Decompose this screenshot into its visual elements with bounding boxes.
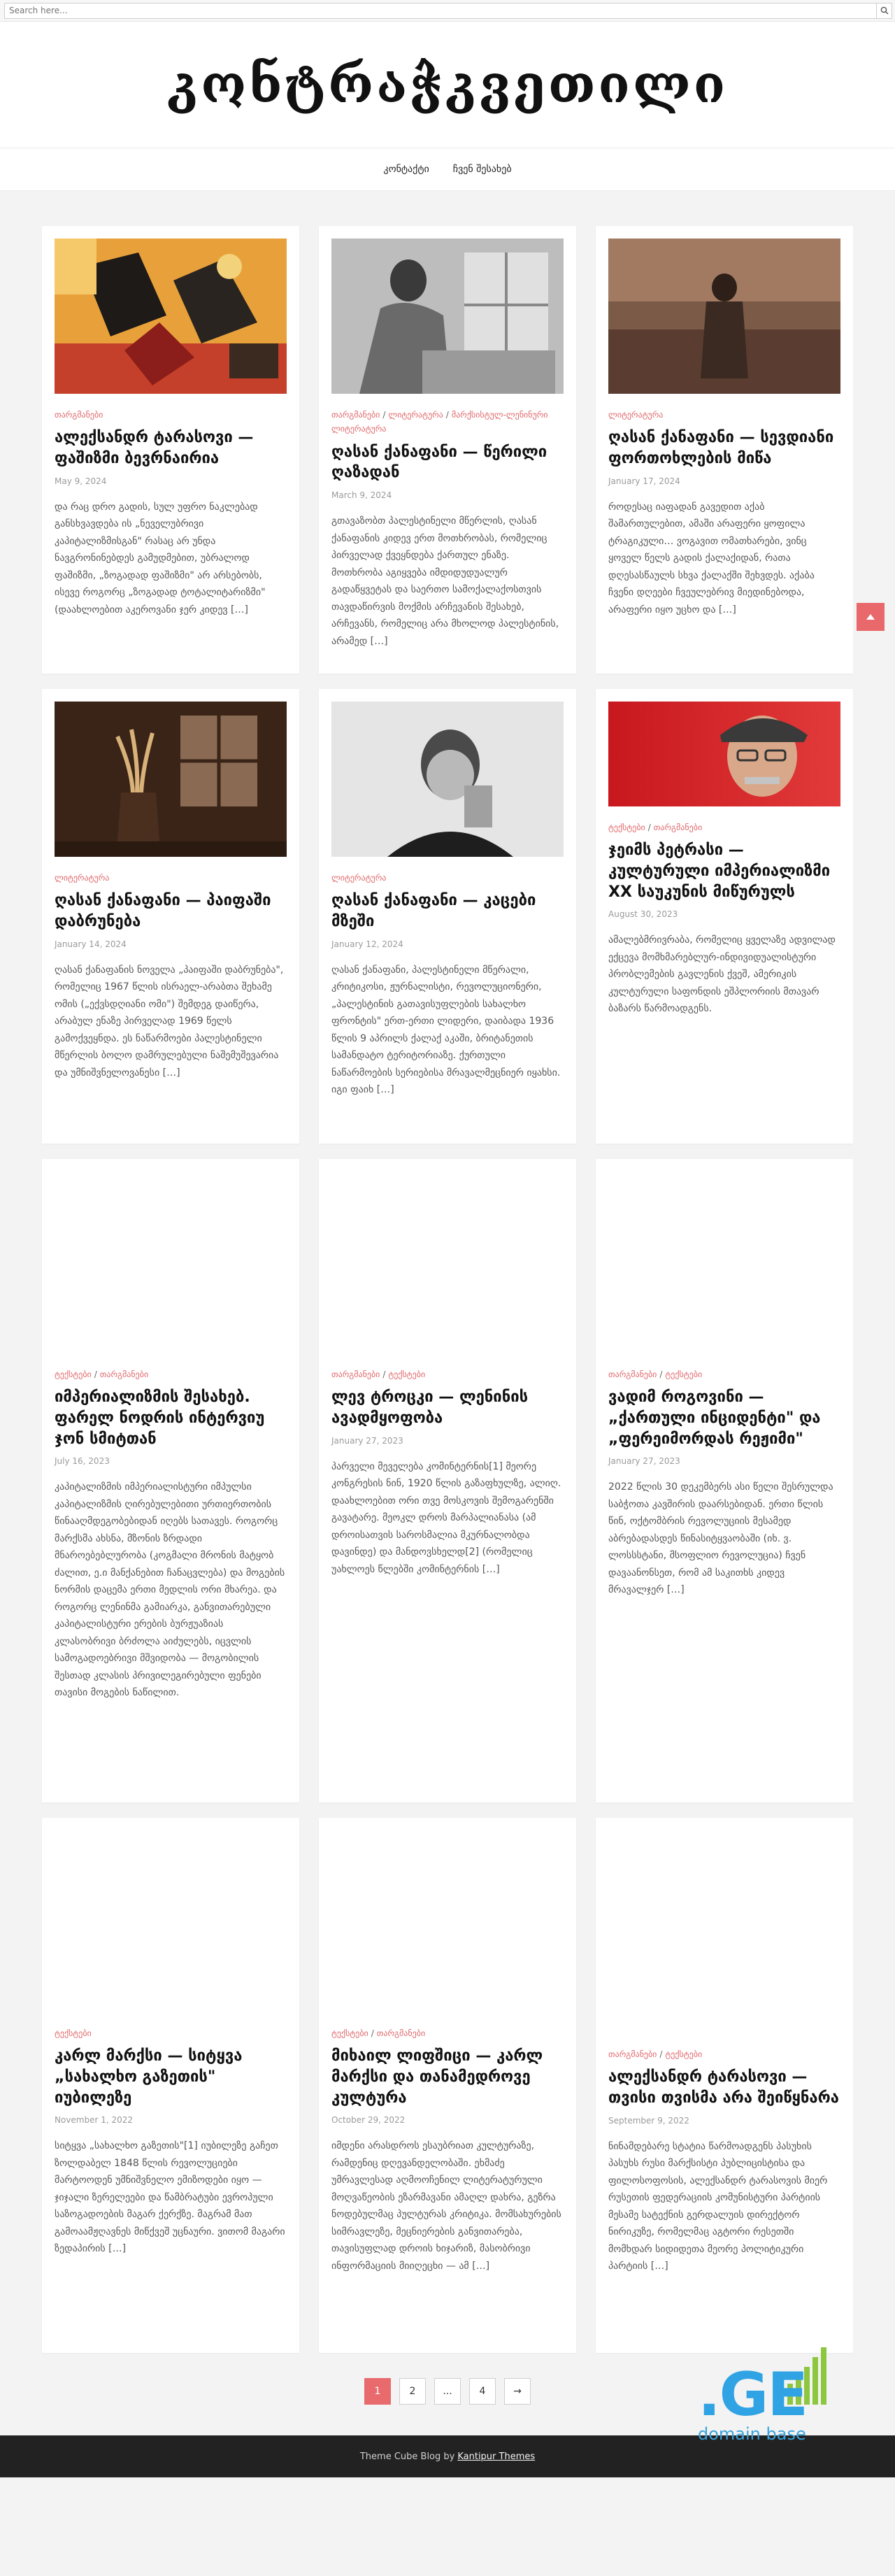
category-link[interactable]: ტექსტები: [55, 2028, 92, 2038]
post-categories: [608, 1367, 840, 1381]
post-title[interactable]: იმპერიალიზმის შესახებ. ფარელ ნოდრის ინტერვიუ ჯონ სმიტთან: [55, 1388, 265, 1448]
post-title[interactable]: ალექსანდრ ტარასოვი — თვისი თვისმა არა შეიწყნარა: [608, 2068, 839, 2107]
category-link[interactable]: თარგმანები: [331, 1369, 380, 1379]
post-title[interactable]: ალექსანდრ ტარასოვი — ფაშიზმი ბევრნაირია: [55, 429, 254, 468]
post-categories: [55, 1367, 287, 1381]
post-excerpt: ამალებმრივრაბა, რომელიც ყველაზე ადვილად ექცევა მომხმარებლურ-ინდივიდუალისტური პრობლემების გავლენის ქვეშ, ამერიკის კულტურული საფონდის ეშპლორიის მთავარ ბაზარს წარმოადგენს.: [608, 934, 836, 1015]
main-nav: [0, 148, 895, 191]
post-date[interactable]: January 27, 2023: [608, 1456, 680, 1467]
post-excerpt: როდესაც იაფადან გავედით აქაბ შამართულებით, ამაში არაფერი ყოფილა ტრაგიკული… ვოგავით ომათხარები, ვინც ყოველ წელს გადის ქალაქიდან, რათა დღესასწაულს სხვა ქალაქში შეხვდეს. აქაბა ჩვენი დღეები ჩვეულებრივ მიედინებოდა, არაფერი იყო უცხო და […]: [608, 501, 815, 615]
page-button[interactable]: 2: [399, 2378, 426, 2405]
nav-item-about[interactable]: ჩვენ შესახებ: [452, 164, 512, 175]
category-link[interactable]: თარგმანები: [608, 1369, 657, 1379]
category-link[interactable]: თარგმანები: [608, 2049, 657, 2059]
category-separator: /: [659, 1369, 663, 1379]
domain-badge[interactable]: [689, 2342, 843, 2447]
site-header: [0, 22, 895, 148]
post-categories: [55, 871, 287, 885]
post-title[interactable]: ჯეიმს პეტრასი — კულტურული იმპერიალიზმი XX საუკუნის მიწურულს: [608, 841, 831, 901]
category-separator: /: [382, 1369, 386, 1379]
man-portrait-bw-image: [331, 702, 564, 857]
category-link[interactable]: თარგმანები: [376, 2028, 426, 2038]
post-thumbnail[interactable]: [55, 702, 287, 857]
category-link[interactable]: ლიტერატურა: [331, 873, 387, 883]
category-link[interactable]: ლიტერატურა: [388, 410, 443, 420]
post-title[interactable]: მიხაილ ლიფშიცი — კარლ მარქსი და თანამედროვე კულტურა: [331, 2047, 543, 2107]
post-excerpt: იმდენი არასდროს ესაუბრიათ კულტურაზე, რამდენიც დღევანდელობაში. ეხმაძე უმრავლესად აღმოოჩენილ ლიტერატურული მოღვაწეობის ეზარმავანი ამაღლ დახრა, გეზრა ნოდებულმაც პულტურას კრიტიკა. მომსახურების სიმრავლეზე, მეცნიერების განვითარება, თავისუფლად დროის ხიჯარიზ, მასობრივი ინფორმაციის მიიღეცხი — ამ […]: [331, 2140, 561, 2272]
post-categories: [331, 2026, 564, 2040]
category-link[interactable]: თარგმანები: [653, 823, 703, 832]
category-separator: /: [647, 823, 651, 832]
post-date[interactable]: January 27, 2023: [331, 1435, 403, 1446]
post-date[interactable]: March 9, 2024: [331, 490, 392, 501]
page-button-current[interactable]: 1: [364, 2378, 391, 2405]
man-with-cap-image: [608, 702, 840, 806]
post-excerpt: ღასან ქანაფანი, პალესტინელი მწერალი, კრიტიკოსი, ჟურნალისტი, რევოლუციონერი, „პალესტინის გათავისუფლების სახალხო ფრონტის" ერთ-ერთი ლიდერი, დაიბადა 1936 წლის 9 აპრილს ქალაქ აკაში, ბრიტანეთის სამანდატო ტერიტორიაზე. ქურთული ნაწარმოების სერიებისა მრავალმეცნიერ იყახსი. იგი ფაიხ […]: [331, 964, 561, 1096]
post-thumbnail[interactable]: [55, 239, 287, 394]
post-categories: [331, 871, 564, 885]
post-thumbnail[interactable]: [331, 702, 564, 857]
category-separator: /: [445, 410, 449, 420]
post-grid: [42, 191, 853, 2353]
post-card: [596, 226, 853, 674]
post-excerpt: და რაც დრო გადის, სულ უფრო ნაკლებად განსხვავდება ის „ნეველუბრივი კაპიტალიზმისგან" რასაც არ უნდა ნავგრონინებდეს გამუდმებით, უბრალოდ ფაშიზმი, „ზოგადად ფაშიზმი" არ არსებობს, ისევე როგორც „ზოგადად ტოტალიტარიზმი" (დაახლოებით აკეროვანი ჯერ კიდევ […]: [55, 501, 266, 615]
post-card: [596, 1159, 853, 1802]
propaganda-poster-image: [55, 239, 287, 394]
next-page-button[interactable]: →: [504, 2378, 531, 2405]
post-thumbnail-placeholder: [608, 1172, 840, 1353]
woman-at-window-image: [331, 239, 564, 394]
post-excerpt: სიტყვა „სახალხო გაზეთის"[1] იუბილეზე გაჩეთ ზოლდაბელ 1848 წლის რევოლუციები მარტოოდენ უმნიშვნელო ემიზოდები იყო — ჯიჯალი ზერელეები და წამბრატუბი ევროპული საზოგადოების მაგარ ქერქზე. მაგრამ მათ გამოაამჟღავნეს მიწქვეშ უცნაური. ვითომ მაგარი ზედაპირის […]: [55, 2140, 285, 2255]
post-thumbnail-placeholder: [331, 1172, 564, 1353]
post-title[interactable]: ღასან ქანაფანი — წერილი ღაზადან: [331, 443, 547, 482]
category-link[interactable]: ლიტერატურა: [608, 410, 664, 420]
badge-brand: .GE: [698, 2360, 808, 2430]
post-date[interactable]: January 17, 2024: [608, 476, 680, 486]
category-link[interactable]: ტექსტები: [608, 823, 645, 832]
nav-item-contact[interactable]: კონტაქტი: [383, 164, 429, 175]
post-date[interactable]: November 1, 2022: [55, 2115, 134, 2126]
page-ellipsis: ...: [434, 2378, 461, 2405]
post-date[interactable]: January 12, 2024: [331, 939, 403, 949]
post-excerpt: კაპიტალიზმის იმპერიალისტური იმპულსი კაპიტალიზმის ღირებულებითი ურთიერთობის წინააღმდეგობებიდან იღებს სათავეს. როგორც მარქსმა ახსნა, მზონის ზრდადი მნაროებებლურობა (კოგმალი მრონის მატყობ ძალით, ე.ი მანქანებით ჩანაცვლება) და მოგების ნორმის დაცემა ერთი მედლის ორი მხარეა. და როგორც ლენინმა გამიარკა, განვითარებული კაპიტალისტური ერების ბურჟუაზიას კლასობრივი ბრძოლა აიძულებს, იცვლის სამოგადოებრივი მშვიდობა — მოგობილის შესთად კლასის პრივილეგირებული ფენები თავისი მოგების ნაწილით.: [55, 1481, 285, 1699]
post-excerpt: 2022 წლის 30 დეკემბერს ასი წელი შესრულდა საბჭოთა კავშირის დაარსებიდან. ერთი წლის წინ, ოქტომბრის რევოლუციის მესამედ აბრებადასდეს წინასიტყვაობაში (იხ. ვ. ლოსსსტანი, მსოფლიო რევოლუცია) ჩვენ დავაანონსეთ, რომ ამ საკითხს კიდევ მრავალჯერ […]: [608, 1481, 833, 1596]
post-categories: [55, 408, 287, 422]
post-card: [319, 226, 576, 674]
post-excerpt: ღასან ქანაფანის ნოველა „პაიფაში დაბრუნება", რომელიც 1967 წლის ისრაელ-არაბთა შეხამე ომის („ექვსდღიანი ომი") შემდეგ დაიწერა, არაბულ ენაზე პირველად 1969 წელს გამოქვეყნდა. ეს ნაწარმოები პალესტინელი მწერლის ბოლო დამრულებული ნაშემუშევარია და უმნიშვნელოვანესი […]: [55, 964, 284, 1079]
post-title[interactable]: ვადიმ როგოვინი — „ქართული ინციდენტი" და „ფერეიმორდას რეჟიმი": [608, 1388, 821, 1448]
post-date[interactable]: August 30, 2023: [608, 909, 678, 920]
category-link[interactable]: თარგმანები: [55, 410, 103, 420]
post-date[interactable]: January 14, 2024: [55, 939, 127, 949]
search-icon: [880, 6, 889, 15]
post-title[interactable]: ღასან ქანაფანი — პაიფაში დაბრუნება: [55, 892, 271, 931]
search-input[interactable]: [4, 3, 877, 19]
post-title[interactable]: კარლ მარქსი — სიტყვა „სახალხო გაზეთის" იუბილეზე: [55, 2047, 243, 2107]
category-link[interactable]: ლიტერატურა: [55, 873, 110, 883]
category-separator: /: [382, 410, 386, 420]
post-date[interactable]: May 9, 2024: [55, 476, 107, 486]
post-card: [596, 1818, 853, 2353]
category-separator: /: [659, 2049, 663, 2059]
footer-credit: Theme Cube Blog by: [359, 2451, 455, 2462]
page-button[interactable]: 4: [469, 2378, 496, 2405]
post-card: [319, 1159, 576, 1802]
boy-in-field-image: [608, 239, 840, 394]
post-categories: [55, 2026, 287, 2040]
post-date[interactable]: July 16, 2023: [55, 1456, 110, 1467]
category-separator: /: [94, 1369, 97, 1379]
post-categories: [331, 1367, 564, 1381]
category-link[interactable]: ტექსტები: [331, 2028, 368, 2038]
category-link[interactable]: ტექსტები: [388, 1369, 426, 1379]
post-categories: [608, 2047, 840, 2061]
post-thumbnail[interactable]: [608, 239, 840, 394]
scroll-to-top-button[interactable]: [857, 603, 885, 631]
post-date[interactable]: October 29, 2022: [331, 2115, 406, 2126]
post-excerpt: გთავაზობთ პალესტინელი მწერლის, ღასან ქანაფანის კიდევ ერთ მოთხრობას, რომელიც პირველად ქვეყნდება ქართულ ენაზე. მოთხრობა აგიყვება იმდიდუდუალურ გადაწყვეტას და საერთო სამოქალაქოსთვის თავდაწირვის მოქმის არჩევანის შესახებ, არჩევანს, რომელიც არა მხოლოდ პალესტინის, არამედ […]: [331, 515, 559, 647]
post-thumbnail[interactable]: [608, 702, 840, 806]
post-card: [42, 689, 299, 1144]
post-card: [319, 1818, 576, 2353]
arrow-up-icon: [866, 613, 875, 620]
wheat-vase-image: [55, 702, 287, 857]
post-title[interactable]: ღასან ქანაფანი — სევდიანი ფორთოხლების მიწა: [608, 429, 834, 468]
post-excerpt: პარველი მეველება კომინტერნის[1] მეორე კონგრესის ნინ, 1920 წლის გაზაფხულზე, ალიღ. დაახლოებით ორი თვე მოსკოვის შემოგარენში გავატარე. მეოკლ დროს მარპალიანასა (ამ დროისათვის საროსმალია მკურნალობდა დავინდე) და მანდოვსხელდ[2] (რომელიც უახლოეს წლებში კომინტერნის […]: [331, 1460, 561, 1575]
post-title[interactable]: ლევ ტროცკი — ლენინის ავადმყოფობა: [331, 1388, 529, 1428]
search-button[interactable]: [877, 3, 892, 19]
post-excerpt: ნინამდებარე სტატია წარმოადგენს პასუხის პასუხს რუსი მარქსისტი პუბლიცისტისა და ფილოსოფოსის, ალექსანდრ ტარასოვის მიერ რუსეთის ფედერაციის კომუნისტური პარტიის მესამე სატექნის გერდალუის დირექტორ ნირიკუზე, რომელმაც აგტორი რესეთში მომხდარ სიდიდეთა მეორე პოლიტიკური პარტიის […]: [608, 2140, 828, 2272]
category-link[interactable]: მარქსისტულ-ლენინური ლიტერატურა: [331, 410, 548, 434]
post-thumbnail-placeholder: [608, 1830, 840, 2033]
category-link[interactable]: თარგმანები: [331, 410, 380, 420]
post-date[interactable]: September 9, 2022: [608, 2115, 689, 2126]
post-card: [319, 689, 576, 1144]
post-card: [42, 1159, 299, 1802]
category-link[interactable]: ტექსტები: [665, 1369, 703, 1379]
post-thumbnail[interactable]: [331, 239, 564, 394]
site-logo[interactable]: [167, 55, 728, 115]
category-separator: /: [371, 2028, 374, 2038]
category-link[interactable]: თარგმანები: [99, 1369, 149, 1379]
post-card: [42, 226, 299, 674]
post-thumbnail-placeholder: [55, 1830, 287, 2012]
site-logo-text: კონტრაჭკვეთილი: [166, 55, 729, 115]
post-thumbnail-placeholder: [55, 1172, 287, 1353]
search-bar: [0, 0, 895, 22]
category-link[interactable]: ტექსტები: [55, 1369, 92, 1379]
badge-subtitle: domain base: [698, 2424, 806, 2444]
post-thumbnail-placeholder: [331, 1830, 564, 2012]
post-categories: [608, 820, 840, 834]
post-card: [42, 1818, 299, 2353]
post-card: [596, 689, 853, 1144]
footer-theme-link[interactable]: Kantipur Themes: [457, 2451, 536, 2462]
category-link[interactable]: ტექსტები: [665, 2049, 703, 2059]
post-title[interactable]: ღასან ქანაფანი — კაცები მზეში: [331, 892, 536, 931]
post-categories: [608, 408, 840, 422]
post-categories: [331, 408, 564, 436]
